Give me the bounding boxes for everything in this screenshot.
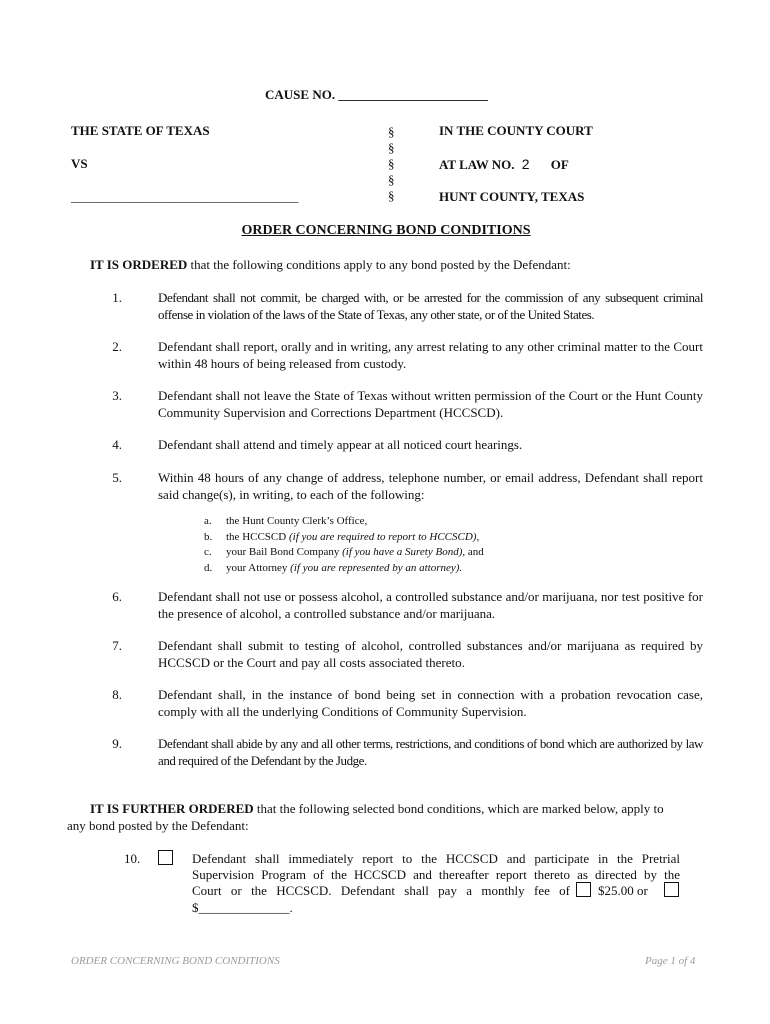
condition-10-number: 10. (124, 851, 141, 866)
condition-5-text: Within 48 hours of any change of address, telephone number, or email address, Defendant shall report said change(s), in writing, to each of the following: (158, 470, 703, 502)
intro-paragraph: IT IS ORDERED that the following conditions apply to any bond posted by the Defendant: (90, 257, 571, 272)
fee-other-checkbox[interactable] (664, 882, 679, 897)
condition-2-text: Defendant shall report, orally and in writing, any arrest relating to any other criminal matter to the Court within 48 hours of being released from custody. (158, 339, 703, 371)
notify-item-b: b. the HCCSCD (if you are required to report to HCCSCD), (204, 531, 480, 543)
condition-9-text: Defendant shall abide by any and all other terms, restrictions, and conditions of bond which are authorized by law and required of the Defendant by the Judge. (158, 736, 703, 768)
condition-9-number: 9. (112, 736, 122, 751)
condition-6-text: Defendant shall not use or possess alcohol, a controlled substance and/or marijuana, nor test positive for the presence of alcohol, a controlled substance and/or marijuana. (158, 589, 703, 621)
condition-6-number: 6. (112, 589, 122, 604)
condition-10-line-1: Defendant shall immediately report to the HCCSCD and participate in the Pretrial (192, 851, 680, 866)
court-at-law-label: AT LAW NO. (439, 157, 515, 172)
condition-3-text: Defendant shall not leave the State of Texas without written permission of the Court or the Hunt County Community Supervision and Corrections Department (HCCSCD). (158, 388, 703, 420)
state-of-texas: THE STATE OF TEXAS (71, 123, 210, 138)
court-line-3: HUNT COUNTY, TEXAS (439, 189, 585, 204)
section-mark-2: § (388, 140, 395, 155)
fee-25-checkbox[interactable] (576, 882, 591, 897)
condition-8-number: 8. (112, 687, 122, 702)
footer-title: ORDER CONCERNING BOND CONDITIONS (71, 955, 280, 967)
condition-2-number: 2. (112, 339, 122, 354)
vs-label: VS (71, 156, 88, 171)
condition-4-number: 4. (112, 437, 122, 452)
notify-item-d: d. your Attorney (if you are represented by an attorney). (204, 562, 463, 574)
condition-5-number: 5. (112, 470, 122, 485)
condition-1-number: 1. (112, 290, 122, 305)
cause-number: CAUSE NO. _______________________ (265, 87, 488, 102)
condition-4-text: Defendant shall attend and timely appear at all noticed court hearings. (158, 437, 523, 452)
court-line-2 (439, 156, 569, 174)
condition-8-text: Defendant shall, in the instance of bond being set in connection with a probation revocation case, comply with all the underlying Conditions of Community Supervision. (158, 687, 703, 719)
condition-1-text: Defendant shall not commit, be charged with, or be arrested for the commission of any subsequent criminal offense in violation of the laws of the State of Texas, any other state, or of the United States. (158, 290, 703, 322)
court-of-label: OF (550, 157, 569, 172)
section-mark-1: § (388, 124, 395, 139)
condition-10-line-2: Supervision Program of the HCCSCD and thereafter report thereto as directed by the (192, 867, 680, 882)
further-order-line-2: any bond posted by the Defendant: (67, 818, 249, 833)
fee-25-label: $25.00 or (598, 883, 648, 898)
condition-3-number: 3. (112, 388, 122, 403)
section-mark-3: § (388, 156, 395, 171)
notify-item-c: c. your Bail Bond Company (if you have a Surety Bond), and (204, 546, 484, 558)
condition-10-line-3: Court or the HCCSCD. Defendant shall pay a monthly fee of (192, 883, 570, 898)
court-line-1: IN THE COUNTY COURT (439, 123, 593, 138)
condition-10-checkbox[interactable] (158, 850, 173, 865)
court-number[interactable]: 2 (521, 156, 530, 172)
section-mark-5: § (388, 188, 395, 203)
fee-other-amount: $______________. (192, 900, 293, 915)
notify-item-a: a. the Hunt County Clerk’s Office, (204, 515, 368, 527)
order-title: ORDER CONCERNING BOND CONDITIONS (241, 223, 531, 238)
condition-7-text: Defendant shall submit to testing of alcohol, controlled substances and/or marijuana as required by HCCSCD or the Court and pay all costs associated thereto. (158, 638, 703, 670)
further-order-line-1: IT IS FURTHER ORDERED that the following selected bond conditions, which are marked below, apply to (90, 801, 664, 816)
condition-7-number: 7. (112, 638, 122, 653)
defendant-name-blank: ___________________________________ (71, 189, 299, 204)
page-number: Page 1 of 4 (645, 955, 696, 967)
section-mark-4: § (388, 172, 395, 187)
